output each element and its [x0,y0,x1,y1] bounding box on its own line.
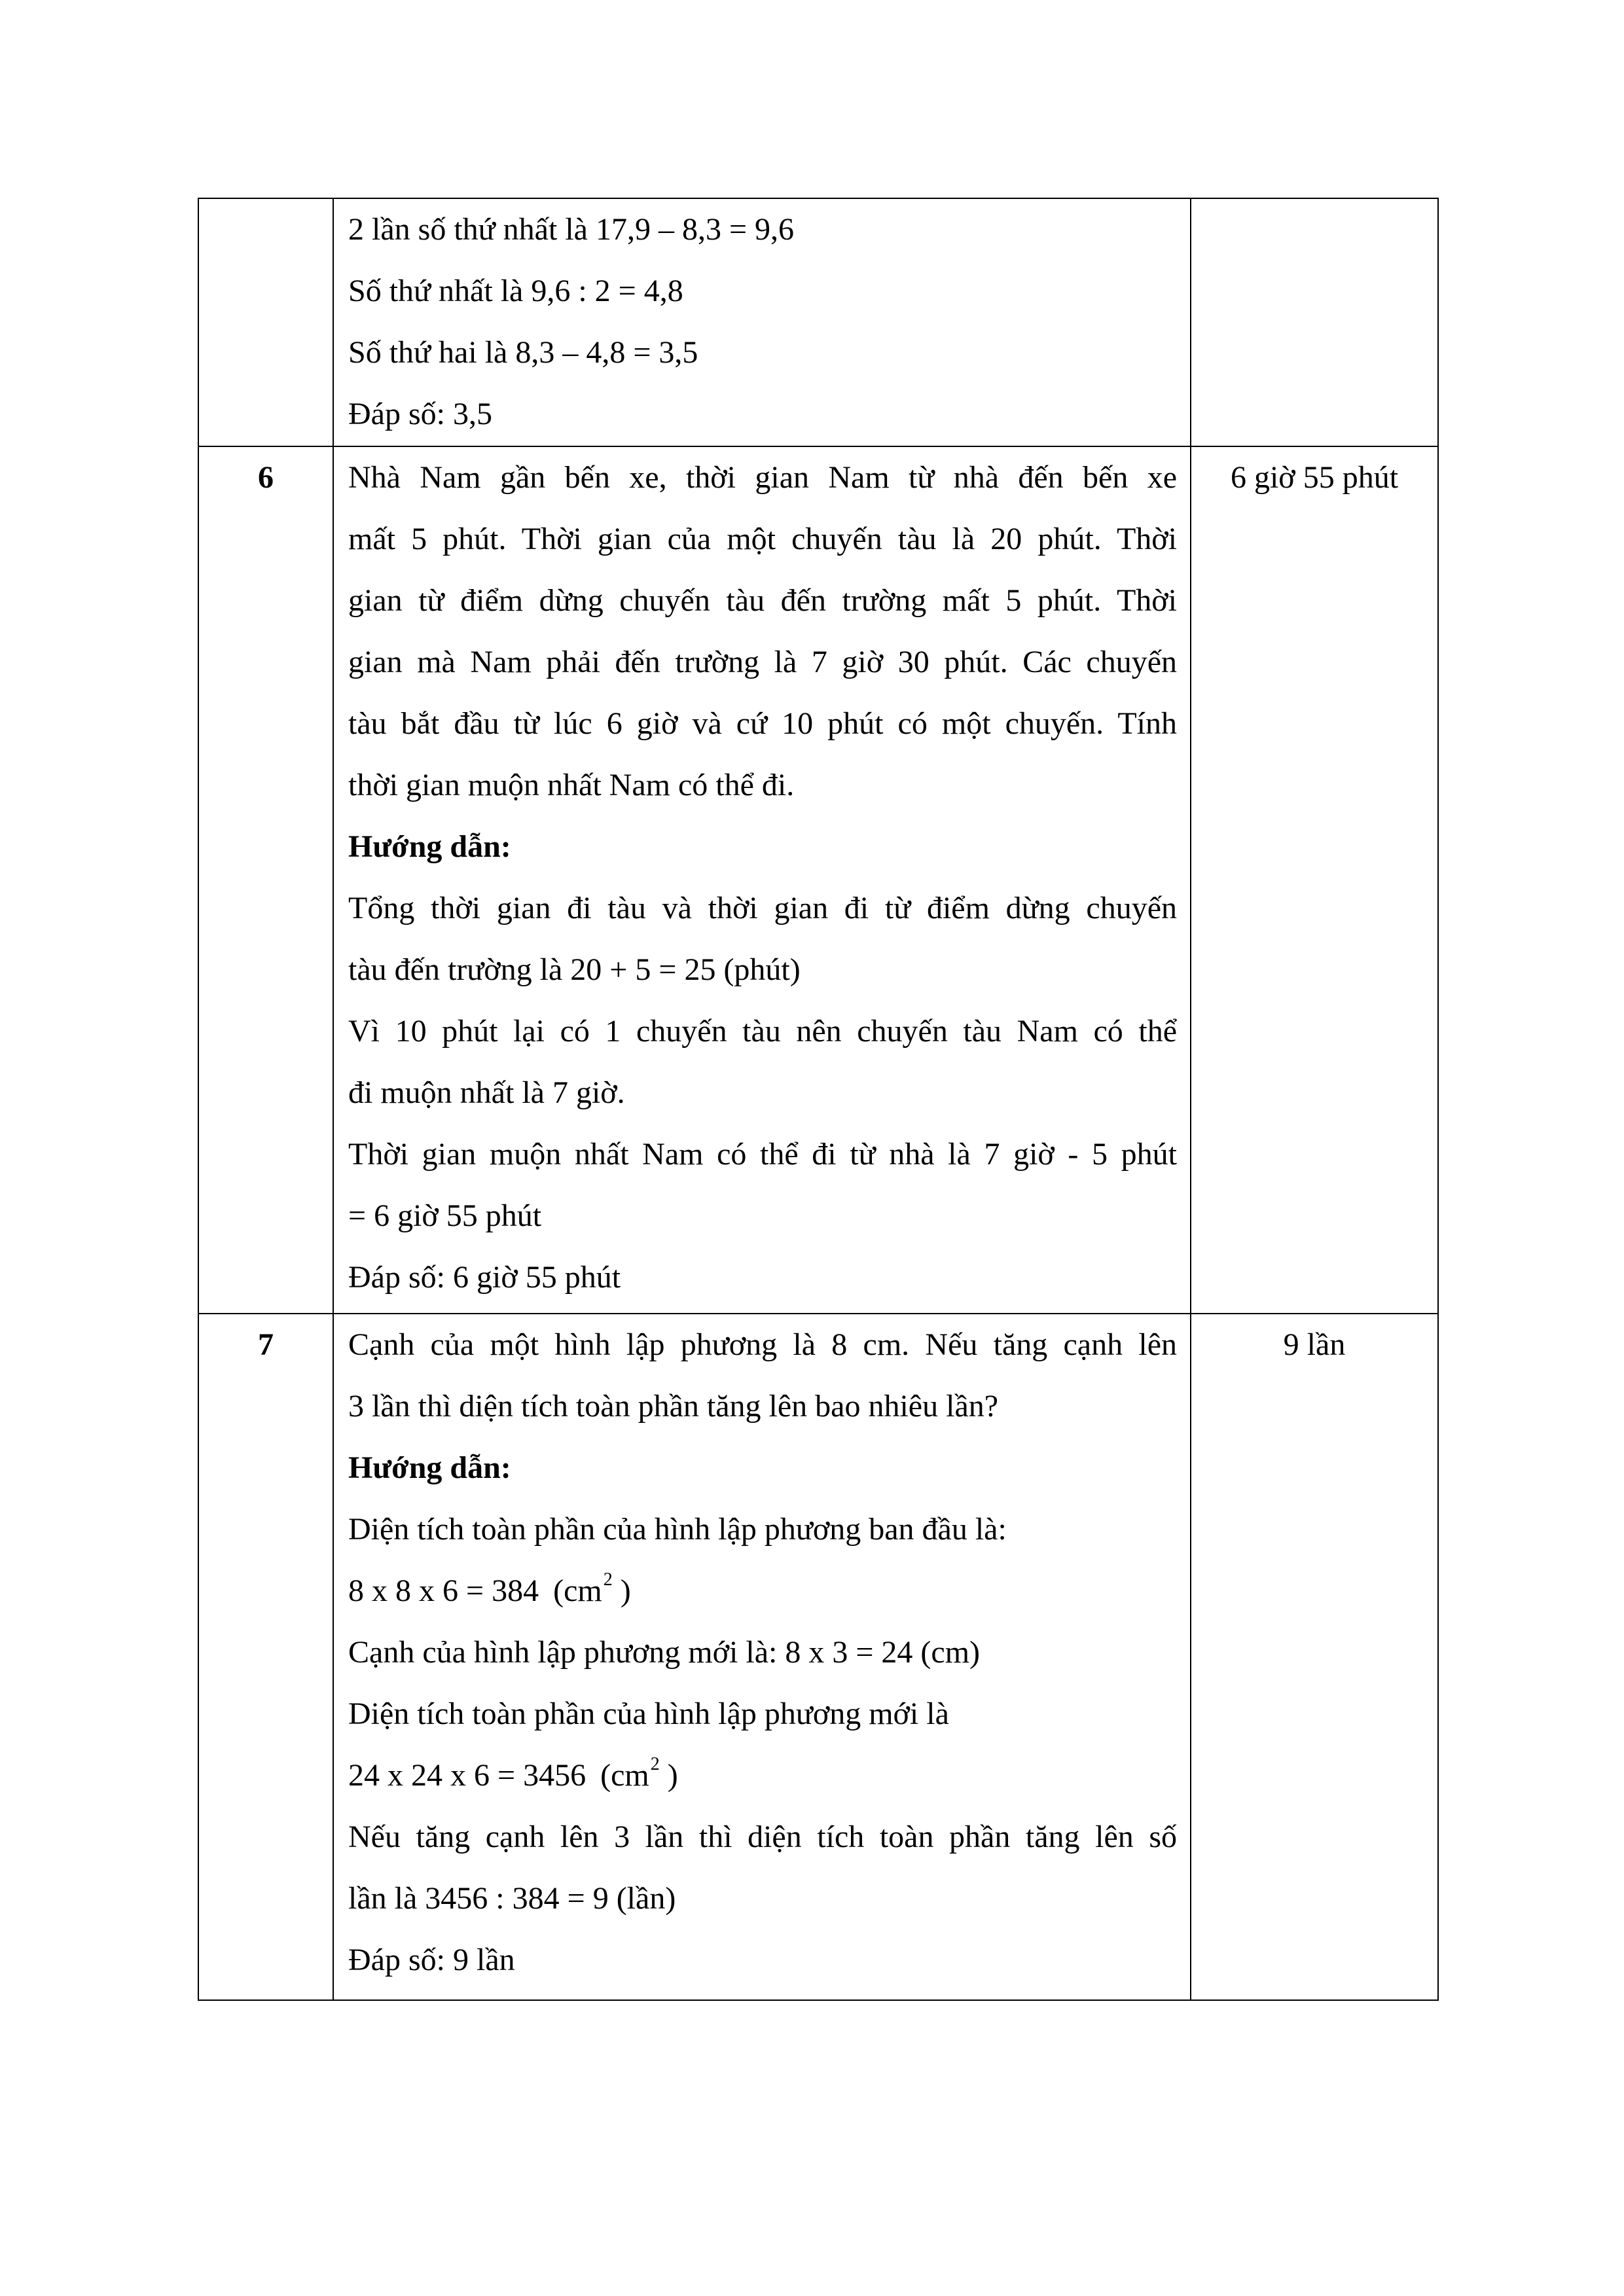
calc-expression: 24 x 24 x 6 = 3456 [348,1758,586,1793]
solution-line: Nếu tăng cạnh lên 3 lần thì diện tích toàn phần tăng lên số [348,1820,1177,1854]
calc-expression: 8 x 8 x 6 = 384 [348,1573,539,1608]
unit-exponent: 2 [650,1754,660,1774]
solution-line: 2 lần số thứ nhất là 17,9 – 8,3 = 9,6 [348,212,795,247]
table-row [198,446,1438,1314]
unit-exponent: 2 [603,1570,613,1590]
question-line: gian từ điểm dừng chuyến tàu đến trường mất 5 phút. Thời [348,583,1177,618]
problem-number-cell [198,198,333,446]
problem-content-cell [333,1314,1191,2000]
problem-content-cell [333,446,1191,1314]
solution-line: Số thứ nhất là 9,6 : 2 = 4,8 [348,274,683,308]
unit-text: cm [564,1573,602,1608]
solution-line: Vì 10 phút lại có 1 chuyến tàu nên chuyến tàu Nam có thể [348,1014,1177,1049]
solution-line: 24 x 24 x 6 = 3456 ($cm^2$ ) [348,1754,678,1793]
solution-line: Tổng thời gian đi tàu và thời gian đi từ điểm dừng chuyến [348,891,1177,925]
table-row [198,1314,1438,2000]
answer-cell: 9 lần [1191,1314,1438,2000]
unit-text: cm [611,1758,649,1793]
solution-line: Số thứ hai là 8,3 – 4,8 = 3,5 [348,335,698,370]
solution-line: Diện tích toàn phần của hình lập phương mới là [348,1696,949,1731]
answer-cell: 6 giờ 55 phút [1191,446,1438,1314]
solution-table [198,198,1439,2001]
table-row [198,198,1438,446]
solution-line: Cạnh của hình lập phương mới là: 8 x 3 = 24 (cm) [348,1635,981,1670]
question-line: mất 5 phút. Thời gian của một chuyến tàu là 20 phút. Thời [348,522,1177,556]
solution-line: Đáp số: 3,5 [348,397,492,431]
solution-line: tàu đến trường là 20 + 5 = 25 (phút) [348,952,801,987]
solution-line: Thời gian muộn nhất Nam có thể đi từ nhà là 7 giờ - 5 phút [348,1137,1177,1172]
solution-line: đi muộn nhất là 7 giờ. [348,1075,625,1110]
solution-line: Đáp số: 6 giờ 55 phút [348,1260,621,1295]
problem-number-cell: 6 [198,446,333,1314]
guide-heading: Hướng dẫn: [348,829,511,864]
solution-line: 8 x 8 x 6 = 384 ($cm^2$ ) [348,1570,631,1608]
problem-number-cell: 7 [198,1314,333,2000]
question-line: thời gian muộn nhất Nam có thể đi. [348,768,795,802]
guide-heading: Hướng dẫn: [348,1450,511,1485]
solution-line: lần là 3456 : 384 = 9 (lần) [348,1881,676,1916]
question-line: gian mà Nam phải đến trường là 7 giờ 30 phút. Các chuyến [348,645,1177,679]
solution-line: Diện tích toàn phần của hình lập phương ban đầu là: [348,1512,1007,1547]
solution-line: = 6 giờ 55 phút [348,1198,542,1233]
question-line: 3 lần thì diện tích toàn phần tăng lên bao nhiêu lần? [348,1389,999,1424]
question-line: Cạnh của một hình lập phương là 8 cm. Nếu tăng cạnh lên [348,1327,1177,1362]
solution-line: Đáp số: 9 lần [348,1943,515,1977]
question-line: tàu bắt đầu từ lúc 6 giờ và cứ 10 phút có một chuyến. Tính [348,706,1177,741]
problem-content-cell [333,198,1191,446]
answer-cell [1191,198,1438,446]
question-line: Nhà Nam gần bến xe, thời gian Nam từ nhà đến bến xe [348,460,1177,495]
